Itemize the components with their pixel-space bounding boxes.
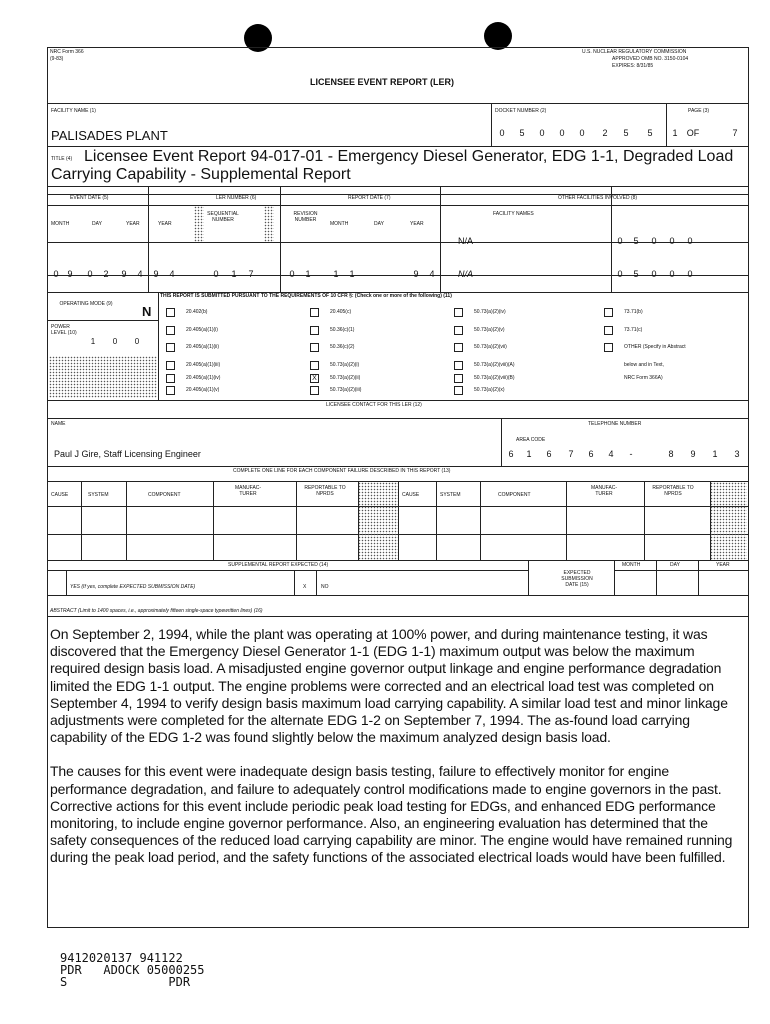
- h-component-2: COMPONENT: [498, 492, 531, 498]
- checkbox[interactable]: [310, 308, 319, 317]
- digit: 0: [651, 269, 657, 279]
- checkbox[interactable]: [604, 326, 613, 335]
- docket-digit: 0: [559, 128, 565, 138]
- digit: 3: [734, 449, 740, 459]
- docket-digit: 2: [602, 128, 608, 138]
- digit: 0: [651, 236, 657, 246]
- page-label: PAGE (3): [688, 108, 710, 114]
- req-label: 50.73(a)(2)(i): [330, 362, 360, 368]
- power-digit: 0: [134, 337, 140, 346]
- digit: 7: [568, 449, 574, 459]
- contact-name-label: NAME: [51, 421, 66, 427]
- exp-year: YEAR: [716, 562, 730, 568]
- h-system-2: SYSTEM: [440, 492, 461, 498]
- req-label: 20.405(a)(1)(ii): [186, 344, 220, 350]
- req-label: below and in Text,: [624, 362, 664, 368]
- checkbox[interactable]: [454, 343, 463, 352]
- power-digit: 1: [90, 337, 96, 346]
- col-report-year: YEAR: [410, 221, 424, 227]
- col-ler-year: YEAR: [158, 221, 172, 227]
- digit: 9: [153, 269, 159, 279]
- abstract-paragraph-2: The causes for this event were inadequate design basis testing, failure to effectively monitor for engine performance degradation, and failure to adequately control modifications made to engine governors in the past. Corrective actions for this event include periodic peak load testing for EDGs, and enhanced EDG performance monitoring, to include engine governor performance. Also, an engineering evaluation has determined that the safety consequences of the reduced load carrying capability are minor. The engine would have remained running during the peak load period, and the safety functions of the associated electrical loads would have been fulfilled.: [50, 763, 733, 866]
- req-label: 50.73(a)(2)(viii)(A): [474, 362, 515, 368]
- digit: 5: [633, 236, 639, 246]
- ler-number-label: LER NUMBER (6): [216, 195, 257, 201]
- checkbox[interactable]: [310, 343, 319, 352]
- operating-mode-value: N: [142, 304, 152, 319]
- req-label: 50.73(a)(2)(ii): [330, 375, 361, 381]
- req-label: 20.402(b): [186, 309, 208, 315]
- digit: 5: [633, 269, 639, 279]
- col-month: MONTH: [51, 221, 70, 227]
- digit: 2: [103, 269, 109, 279]
- abstract-paragraph-1: On September 2, 1994, while the plant was operating at 100% power, and during maintenance testing, it was discovered that the Emergency Diesel Generator 1-1 (EDG 1-1) maximum output was below the maximum required design basis load. A misadjusted engine governor output linkage and engine performance degradation limited the EDG 1-1 output. The engine problems were corrected and an electrical load test was completed on September 4, 1994 to verify design basis maximum load carrying capability. A similar load test and minor linkage adjustments were completed for the alternate EDG 1-2 on September 7, 1994. The as-found load carrying capability of the EDG 1-2 was found slightly below the maximum analyzed design basis load.: [50, 626, 728, 746]
- supplemental-yes: YES (If yes, complete EXPECTED SUBMISSION DATE): [70, 584, 196, 590]
- page-of: OF: [686, 128, 700, 138]
- req-label: 20.405(a)(1)(iv): [186, 375, 221, 381]
- supplemental-label: SUPPLEMENTAL REPORT EXPECTED (14): [228, 562, 329, 568]
- h-component: COMPONENT: [148, 492, 181, 498]
- digit: 0: [289, 269, 295, 279]
- facility-name: PALISADES PLANT: [51, 128, 168, 143]
- checkbox[interactable]: [310, 361, 319, 370]
- docket-digit: 0: [579, 128, 585, 138]
- other-facilities-label: OTHER FACILITIES INVOLVED (8): [558, 195, 638, 201]
- req-label: 20.405(c): [330, 309, 352, 315]
- other-facility-2: N/A: [458, 269, 474, 279]
- event-date-label: EVENT DATE (5): [70, 195, 109, 201]
- digit: 1: [349, 269, 355, 279]
- telephone-label: TELEPHONE NUMBER: [588, 421, 642, 427]
- accession-line-3: S PDR: [60, 975, 191, 989]
- contact-section-label: LICENSEE CONTACT FOR THIS LER (12): [326, 402, 422, 408]
- digit: 8: [668, 449, 674, 459]
- docket-digit: 0: [539, 128, 545, 138]
- digit: 9: [121, 269, 127, 279]
- col-year: YEAR: [126, 221, 140, 227]
- req-label: 50.73(a)(2)(x): [474, 387, 505, 393]
- power-level-label: POWER LEVEL (10): [51, 324, 77, 336]
- ler-form: [47, 47, 749, 617]
- exp-day: DAY: [670, 562, 680, 568]
- req-label: NRC Form 366A): [624, 375, 663, 381]
- digit: 9: [690, 449, 696, 459]
- submitted-pursuant: THIS REPORT IS SUBMITTED PURSUANT TO THE REQUIREMENTS OF 10 CFR §: (Check one or more of the following) (11): [160, 293, 452, 299]
- digit: 7: [248, 269, 254, 279]
- checkbox[interactable]: [604, 308, 613, 317]
- digit: 1: [333, 269, 339, 279]
- facility-label: FACILITY NAME (1): [51, 108, 96, 114]
- digit: 1: [231, 269, 237, 279]
- dither-comp-left: [358, 482, 398, 560]
- req-label: 50.73(a)(2)(iii): [330, 387, 362, 393]
- abstract-label: ABSTRACT (Limit to 1400 spaces, i.e., approximately fifteen single-space typewritten lines) (16): [50, 608, 263, 614]
- expected-submission: EXPECTED SUBMISSION DATE (15): [561, 570, 593, 588]
- digit: 0: [213, 269, 219, 279]
- h-reportable-2: REPORTABLE TO NPRDS: [652, 485, 694, 497]
- checkbox[interactable]: [454, 308, 463, 317]
- h-reportable: REPORTABLE TO NPRDS: [304, 485, 346, 497]
- checkbox[interactable]: [310, 326, 319, 335]
- area-code-label: AREA CODE: [516, 437, 546, 443]
- power-digit: 0: [112, 337, 118, 346]
- dither-seq-right: [264, 206, 274, 242]
- digit: 0: [687, 269, 693, 279]
- col-facility-names: FACILITY NAMES: [493, 211, 534, 217]
- req-label: 50.36(c)(1): [330, 327, 355, 333]
- req-label: 50.36(c)(2): [330, 344, 355, 350]
- report-date-label: REPORT DATE (7): [348, 195, 391, 201]
- form-id: NRC Form 366: [50, 49, 84, 55]
- accession-line-1: 9412020137 941122: [60, 951, 183, 965]
- checkbox[interactable]: [166, 374, 175, 383]
- col-report-month: MONTH: [330, 221, 349, 227]
- digit: 0: [669, 269, 675, 279]
- checkbox[interactable]: [604, 343, 613, 352]
- contact-name: Paul J Gire, Staff Licensing Engineer: [54, 449, 201, 459]
- col-day: DAY: [92, 221, 102, 227]
- operating-mode-label: OPERATING MODE (9): [59, 301, 113, 307]
- other-facility-1: N/A: [458, 236, 474, 246]
- digit: 1: [526, 449, 532, 459]
- checkbox[interactable]: [454, 361, 463, 370]
- digit: 6: [588, 449, 594, 459]
- expires: EXPIRES: 8/31/85: [612, 63, 654, 69]
- accession-line-2: PDR ADOCK 05000255: [60, 963, 205, 977]
- checkbox[interactable]: [166, 326, 175, 335]
- h-manufacturer-2: MANUFAC-TURER: [590, 485, 618, 497]
- checkbox[interactable]: [454, 326, 463, 335]
- col-revision: REVISION NUMBER: [293, 211, 318, 223]
- checkbox[interactable]: [454, 374, 463, 383]
- digit: 0: [669, 236, 675, 246]
- checkbox[interactable]: [166, 308, 175, 317]
- digit: 9: [67, 269, 73, 279]
- form-rev: (9-83): [50, 56, 64, 62]
- req-label: 50.73(a)(2)(iv): [474, 309, 506, 315]
- req-label: 50.73(a)(2)(vii): [474, 344, 507, 350]
- digit: 1: [712, 449, 718, 459]
- form-title: LICENSEE EVENT REPORT (LER): [310, 77, 455, 87]
- dither-seq-left: [194, 206, 204, 242]
- docket-digit: 5: [623, 128, 629, 138]
- col-report-day: DAY: [374, 221, 384, 227]
- docket-digit: 0: [499, 128, 505, 138]
- title-label: TITLE (4): [51, 156, 73, 162]
- digit: 4: [169, 269, 175, 279]
- h-cause-2: CAUSE: [402, 492, 420, 498]
- req-label: 20.405(a)(1)(i): [186, 327, 218, 333]
- checkbox[interactable]: [166, 343, 175, 352]
- h-system: SYSTEM: [88, 492, 109, 498]
- page-current: 1: [672, 128, 678, 138]
- h-cause: CAUSE: [51, 492, 69, 498]
- punch-hole-right: [484, 22, 512, 50]
- digit: 9: [413, 269, 419, 279]
- digit: 4: [608, 449, 614, 459]
- checkbox-checked[interactable]: X: [310, 374, 319, 383]
- req-label: 73.71(b): [624, 309, 643, 315]
- abstract-frame: [47, 615, 749, 928]
- req-label: 73.71(c): [624, 327, 643, 333]
- checkbox[interactable]: [310, 386, 319, 395]
- event-title-line2: Carrying Capability - Supplemental Report: [51, 166, 351, 183]
- digit: 0: [687, 236, 693, 246]
- docket-digit: 5: [647, 128, 653, 138]
- req-label: 50.73(a)(2)(viii)(B): [474, 375, 515, 381]
- dither-comp-right: [710, 482, 747, 560]
- digit: 6: [546, 449, 552, 459]
- docket-digit: 5: [519, 128, 525, 138]
- agency: U.S. NUCLEAR REGULATORY COMMISSION: [582, 49, 687, 55]
- req-label: 20.405(a)(1)(v): [186, 387, 220, 393]
- req-label: OTHER (Specify in Abstract: [624, 344, 686, 350]
- page-total: 7: [732, 128, 738, 138]
- digit: 4: [137, 269, 143, 279]
- component-section-label: COMPLETE ONE LINE FOR EACH COMPONENT FAILURE DESCRIBED IN THIS REPORT (13): [233, 468, 451, 474]
- req-label: 20.405(a)(1)(iii): [186, 362, 221, 368]
- digit: 1: [305, 269, 311, 279]
- req-label: 50.73(a)(2)(v): [474, 327, 505, 333]
- checkbox[interactable]: [166, 361, 175, 370]
- omb-approval: APPROVED OMB NO. 3150-0104: [612, 56, 689, 62]
- event-title-line1: Licensee Event Report 94-017-01 - Emergency Diesel Generator, EDG 1-1, Degraded Load: [84, 148, 734, 165]
- checkbox[interactable]: [454, 386, 463, 395]
- digit: 6: [508, 449, 514, 459]
- checkbox[interactable]: [166, 386, 175, 395]
- digit: -: [629, 449, 633, 459]
- dither-power: [49, 356, 157, 398]
- h-manufacturer: MANUFAC-TURER: [234, 485, 262, 497]
- supplemental-no-mark[interactable]: X: [303, 584, 307, 590]
- digit: 0: [617, 269, 623, 279]
- docket-label: DOCKET NUMBER (2): [495, 108, 547, 114]
- col-sequential: SEQUENTIAL NUMBER: [207, 211, 239, 223]
- digit: 0: [617, 236, 623, 246]
- exp-month: MONTH: [622, 562, 641, 568]
- digit: 4: [429, 269, 435, 279]
- supplemental-no: NO: [321, 584, 329, 590]
- digit: 0: [87, 269, 93, 279]
- digit: 0: [53, 269, 59, 279]
